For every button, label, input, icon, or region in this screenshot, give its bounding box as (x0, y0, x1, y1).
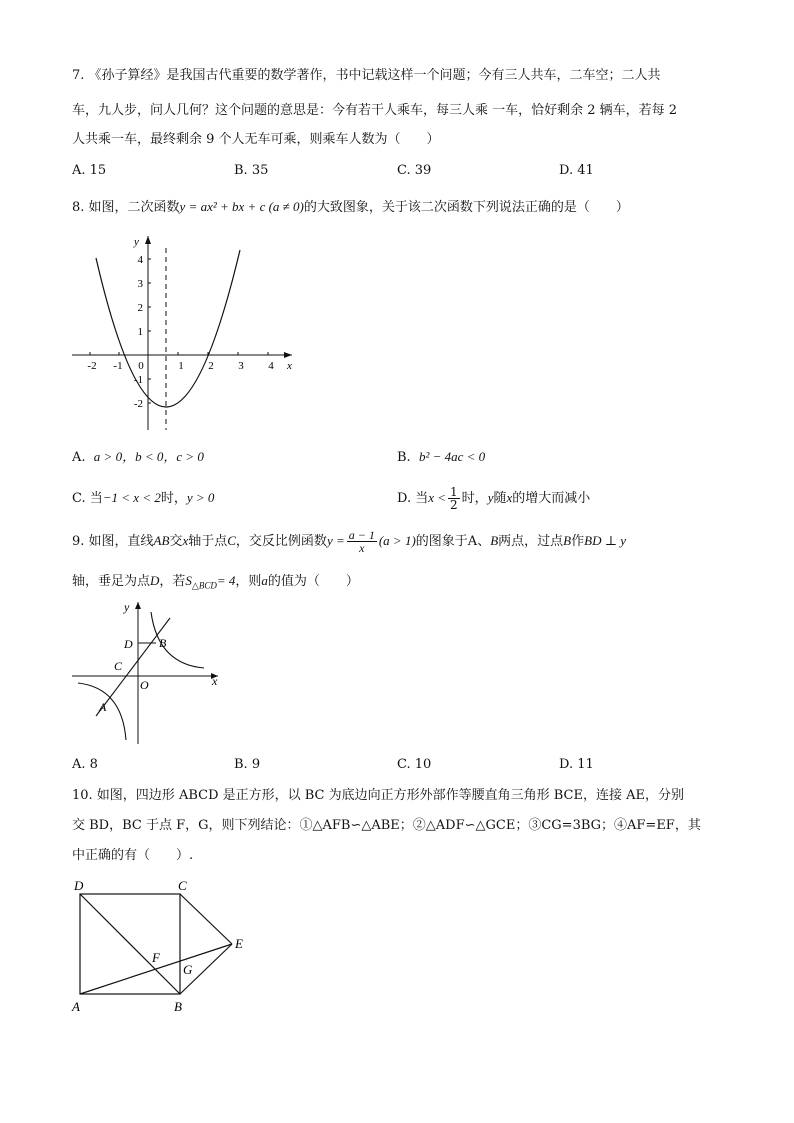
q8-y-tick--2: -2 (133, 398, 143, 410)
q7-line-2: 车，九人步，问人几何？这个问题的意思是：今有若干人乘车，每三人乘 一车，恰好剩余 2 辆车，若每 2 (72, 103, 678, 118)
q8-y-tick--1: -1 (133, 374, 143, 386)
q9-line-ab (96, 618, 170, 716)
q7-option-c: C. 39 (397, 163, 432, 178)
q9-line-2: 轴，垂足为点D，若$S_{\triangle BCD}= 4$，则a的值为（ ） (72, 573, 359, 591)
q9-label-c: C (114, 659, 123, 673)
q7-option-d: D. 41 (559, 163, 594, 178)
q10-diagonal-bd (80, 894, 180, 994)
q10-label-a: A (72, 999, 80, 1014)
q8-x-label: x (287, 360, 292, 372)
q7-option-b: B. 35 (234, 163, 269, 178)
q10-label-g: G (183, 962, 193, 977)
q8-option-b: B. b² − 4ac < 0 (397, 449, 486, 465)
q8-y-tick-3: 3 (137, 278, 143, 290)
q10-label-e: E (235, 936, 243, 951)
q8-x-tick-3: 3 (238, 360, 244, 372)
q8-x-arrow (284, 352, 292, 358)
q9-inverse-function-graph (66, 596, 224, 748)
q9-label-o: O (140, 678, 149, 692)
q8-parabola-curve (96, 250, 240, 407)
q10-label-b: B (174, 999, 182, 1014)
q10-line-1: 10. 如图，四边形 ABCD 是正方形，以 BC 为底边向正方形外部作等腰直角三角形 BCE，连接 AE，分别 (72, 788, 685, 803)
q7-option-a: A. 15 (72, 163, 107, 178)
q8-x-tick-1: 1 (178, 360, 184, 372)
q10-segment-ce (180, 894, 232, 944)
q10-label-d: D (74, 878, 84, 893)
q8-x-tick--1: -1 (113, 360, 123, 372)
q10-line-3: 中正确的有（ ）. (72, 848, 194, 863)
q8-y-arrow (145, 236, 151, 244)
q10-line-2: 交 BD，BC 于点 F，G，则下列结论：①△AFB∽△ABE；②△ADF∽△GCE；③CG=3BG；④AF=EF，其 (72, 818, 701, 833)
q9-option-b: B. 9 (234, 757, 261, 772)
q8-x-tick-0: 0 (138, 360, 144, 372)
q8-option-d: D. 当x < $\frac{1}{2}$ 时，y随x的增大而减小 (397, 485, 591, 512)
q8-x-tick-2: 2 (208, 360, 214, 372)
q9-option-c: C. 10 (397, 757, 432, 772)
q9-label-x: x (212, 674, 218, 688)
q10-label-c: C (178, 878, 187, 893)
q8-prefix: 8. 如图，二次函数 (72, 200, 180, 215)
q8-x-tick--2: -2 (87, 360, 97, 372)
q8-option-c: C. 当−1 < x < 2时，y > 0 (72, 490, 215, 506)
q8-y-tick-4: 4 (137, 254, 143, 266)
q8-parabola-graph (66, 228, 298, 434)
q9-fraction: $\frac{a - 1}{x}$ (348, 528, 375, 555)
q9-label-b: B (159, 636, 167, 650)
q9-label-d: D (124, 637, 133, 651)
q10-square-figure (66, 872, 256, 1018)
q9-option-a: A. 8 (72, 757, 98, 772)
q8-suffix: 的大致图象，关于该二次函数下列说法正确的是（ ） (303, 200, 629, 215)
q8-y-label: y (134, 236, 139, 248)
q8-y-tick-1: 1 (137, 326, 143, 338)
q7-line-1: 7. 《孙子算经》是我国古代重要的数学著作，书中记载这样一个问题；今有三人共车，二车空；二人共 (72, 68, 661, 83)
q9-option-d: D. 11 (559, 757, 594, 772)
q8-formula: y = ax² + bx + c (a ≠ 0) (179, 199, 304, 214)
q7-line-3: 人共乘一车，最终剩余 9 个人无车可乘，则乘车人数为（ ） (72, 132, 440, 147)
q8-stem (72, 198, 629, 217)
q8-y-tick-2: 2 (137, 302, 143, 314)
q8-option-a: A. a > 0，b < 0，c > 0 (72, 449, 204, 465)
q8-fraction-half: $\frac{1}{2}$ (450, 485, 458, 512)
q9-label-y: y (124, 600, 130, 614)
q8-x-tick-4: 4 (268, 360, 274, 372)
q10-label-f: F (152, 950, 160, 965)
q9-label-a: A (99, 700, 107, 714)
q9-line-1: 9. 如图，直线AB交x轴于点C，交反比例函数y = $\frac{a - 1}{x}$ (a > 1)的图象于A、B两点，过点B作BD ⊥ y (72, 528, 626, 555)
